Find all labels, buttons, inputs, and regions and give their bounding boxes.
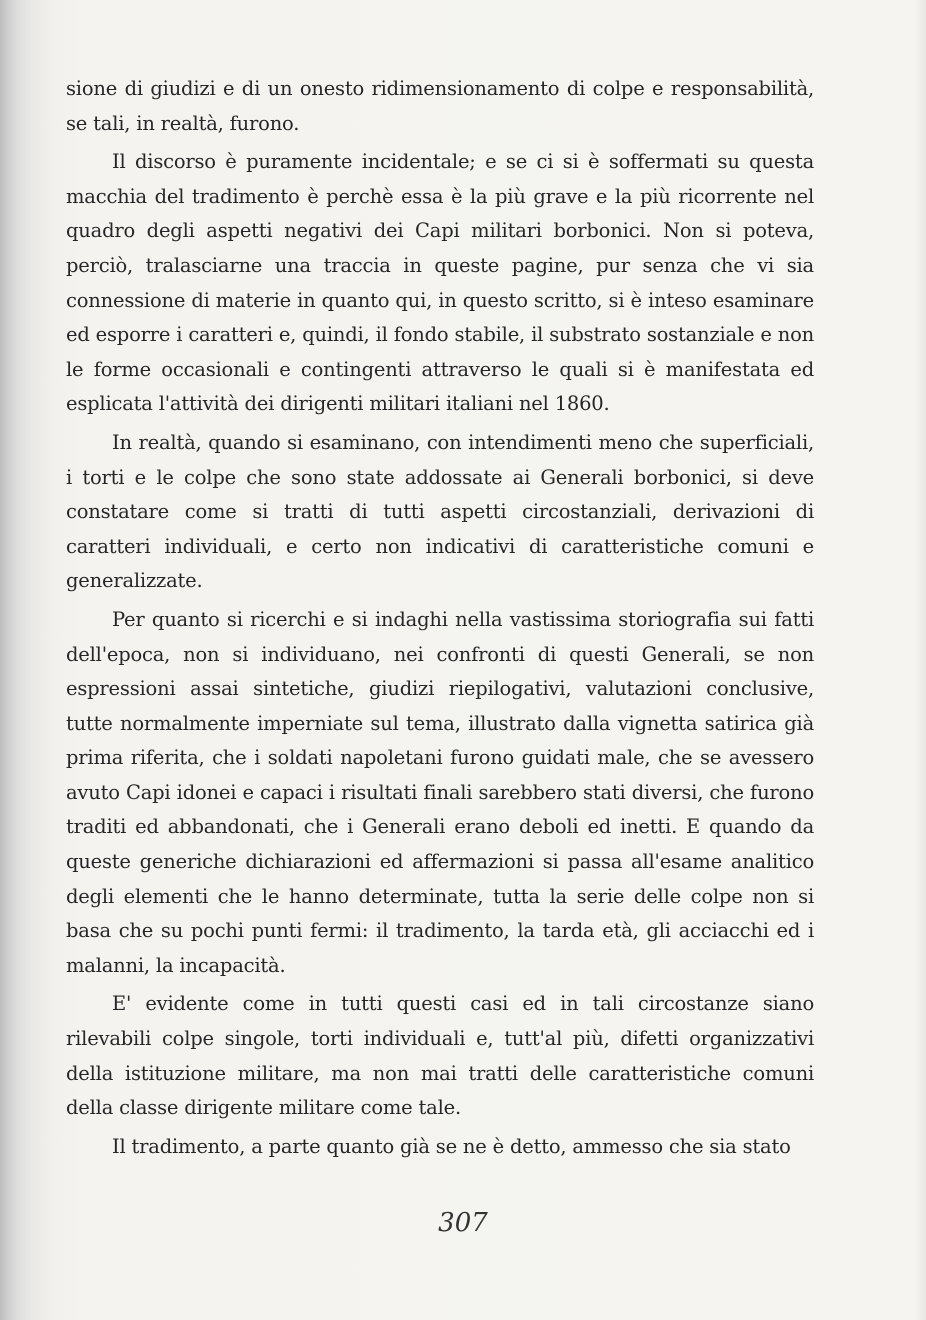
page-edge-shadow bbox=[914, 0, 926, 1320]
paragraph-6: Il tradimento, a parte quanto già se ne è detto, ammesso che sia stato bbox=[112, 1134, 791, 1158]
paragraph-4: Per quanto si ricerchi e si indaghi nella vastissima storiografia sui fatti dell'epoca, non si individuano, nei confronti di questi Generali, se non espressioni assai sintetiche, giudizi riepilogativi, valutazioni conclusive, tutte normalmente imperniate sul tema, illustrato dalla vignetta satirica già prima riferita, che i soldati napoletani furono guidati male, che se avessero avuto Capi idonei e capaci i risultati finali sarebbero stati diversi, che furono traditi ed abbandonati, che i Generali erano deboli ed inetti. E quando da queste generiche dichiarazioni ed affermazioni si passa all'esame analitico degli elementi che le hanno determinate, tutta la serie delle colpe non si basa che su pochi punti fermi: il tradimento, la tarda età, gli acciacchi ed i malanni, la incapacità. bbox=[66, 607, 814, 977]
page-number: 307 bbox=[438, 1208, 488, 1238]
paragraph-1: sione di giudizi e di un onesto ridimensionamento di colpe e responsabilità, se tali, in realtà, furono. bbox=[66, 77, 814, 135]
paragraph-5: E' evidente come in tutti questi casi ed in tali circostanze siano rilevabili colpe singole, torti individuali e, tutt'al più, difetti organizzativi della istituzione militare, ma non mai tratti delle caratteristiche comuni della classe dirigente militare come tale. bbox=[66, 992, 814, 1120]
paragraph-3: In realtà, quando si esaminano, con intendimenti meno che superficiali, i torti e le colpe che sono state addossate ai Generali borbonici, si deve constatare come si tratti di tutti aspetti circostanziali, derivazioni di caratteri individuali, e certo non indicativi di caratteristiche comuni e generalizzate. bbox=[66, 430, 814, 593]
paragraph-2: Il discorso è puramente incidentale; e se ci si è soffermati su questa macchia del tradimento è perchè essa è la più grave e la più ricorrente nel quadro degli aspetti negativi dei Capi militari borbonici. Non si poteva, perciò, tralasciarne una traccia in queste pagine, pur senza che vi sia connessione di materie in quanto qui, in questo scritto, si è inteso esaminare ed esporre i caratteri e, quindi, il fondo stabile, il substrato sostanziale e non le forme occasionali e contingenti attraverso le quali si è manifestata ed esplicata l'attività dei dirigenti militari italiani nel 1860. bbox=[66, 150, 814, 416]
body-text bbox=[66, 72, 814, 1164]
